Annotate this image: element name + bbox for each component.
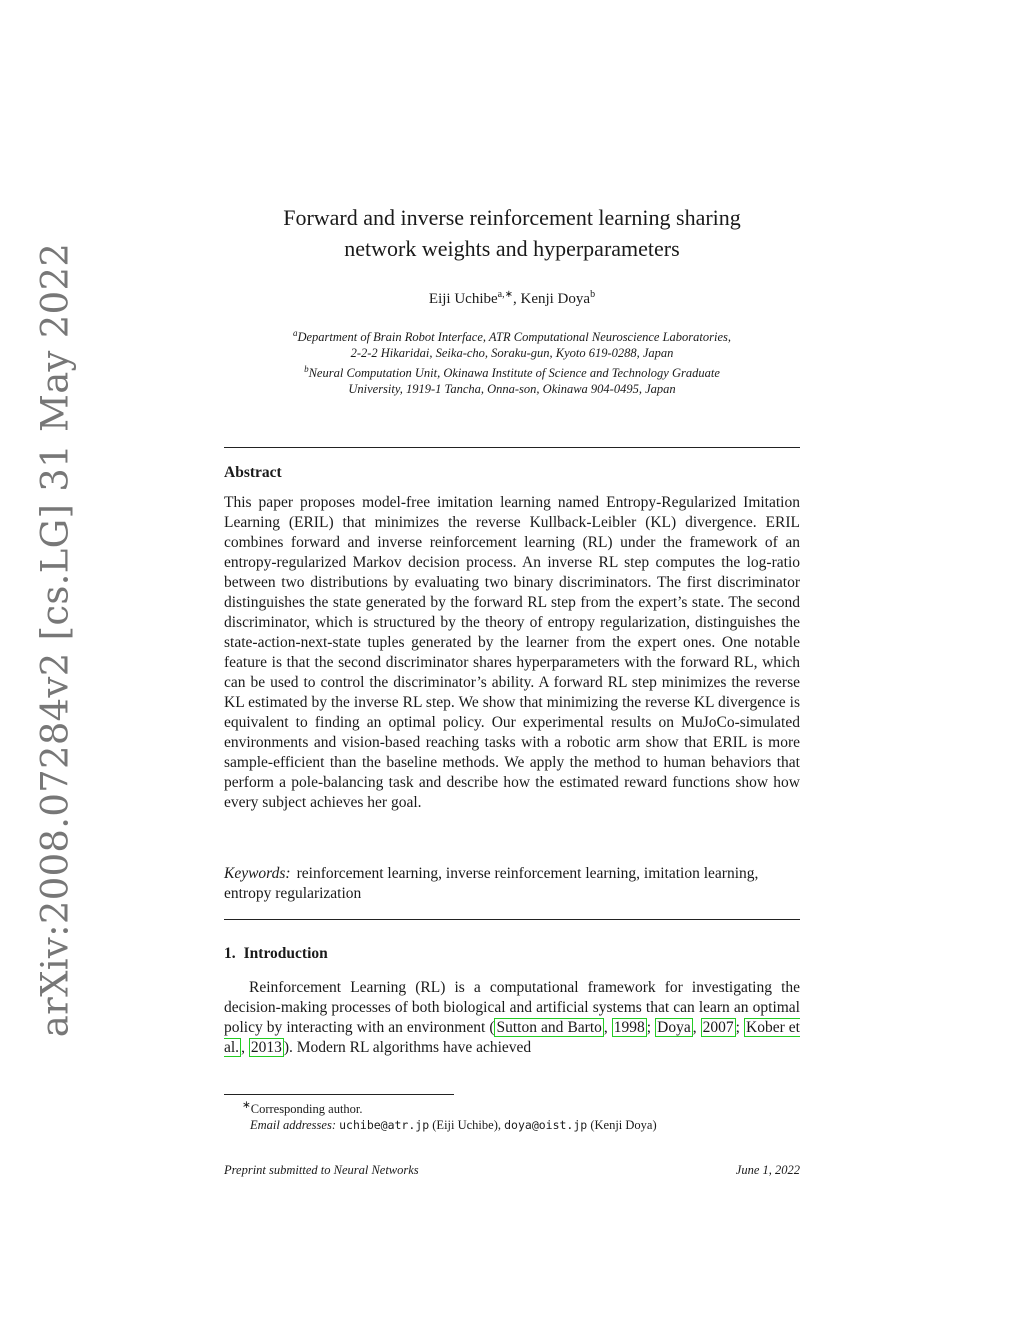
introduction-paragraph: Reinforcement Learning (RL) is a computational framework for investigating the decision-making processes of both biological and artificial systems that can learn an optimal policy by interacting with an environment ( Sutton and Barto , 1998 ; Doya , 2007 ; Kober et al. , 2013 ). Modern RL algorithms have achieved bbox=[224, 979, 800, 1056]
abstract-text: This paper proposes model-free imitation learning named Entropy-Regularized Imitation Learning (ERIL) that minimizes the reverse Kullback-Leibler (KL) divergence. ERIL combines forward and inverse reinforcement learning (RL) under the framework of an entropy-regularized Markov decision process. An inverse RL step computes the log-ratio between two distributions by evaluating two binary discriminators. The first discriminator distinguishes the state generated by the forward RL step from the expert’s state. The second discriminator, which is structured by the theory of entropy regularization, distinguishes the state-action-next-state tuples generated by the learner from the expert ones. One notable feature is that the second discriminator shares hyperparameters with the forward RL, which can be used to control the discriminator’s ability. A forward RL step minimizes the reverse KL estimated by the inverse RL step. We show that minimizing the reverse KL divergence is equivalent to finding an optimal policy. Our experimental results on MuJoCo-simulated environments and vision-based reaching tasks with a robotic arm show that ERIL is more sample-efficient than the baseline methods. We apply the method to human behaviors that perform a pole-balancing task and describe how the estimated reward functions show how every subject achieves her goal. bbox=[224, 494, 800, 811]
affiliation-a-address: 2-2-2 Hikaridai, Seika-cho, Soraku-gun, Kyoto 619-0288, Japan bbox=[350, 346, 674, 361]
citation-link[interactable]: 2007 bbox=[702, 1019, 734, 1036]
footer-date: June 1, 2022 bbox=[735, 1163, 800, 1177]
affiliation-mark: b bbox=[304, 364, 309, 375]
section-heading-introduction bbox=[224, 945, 328, 963]
arxiv-identifier: arXiv:2008.07284v2 [cs.LG] 31 May 2022 bbox=[33, 242, 77, 1038]
affiliation-mark: a bbox=[292, 328, 298, 338]
page-footer bbox=[224, 1163, 800, 1178]
title-line-1: Forward and inverse reinforcement learning sharing bbox=[283, 205, 741, 230]
citation-link[interactable]: 1998 bbox=[613, 1019, 645, 1036]
footnote-emails: Email addresses: uchibe@atr.jp (Eiji Uchibe), doya@oist.jp (Kenji Doya) bbox=[250, 1118, 657, 1133]
author-affiliation-mark: b bbox=[590, 289, 596, 300]
footnote-mark: ∗ bbox=[242, 1100, 251, 1111]
affiliation-a: $^a$Department of Brain Robot Interface, ATR Computational Neuroscience Laboratories, bbox=[292, 328, 732, 345]
paper-title bbox=[224, 202, 800, 264]
author-separator: , bbox=[512, 291, 521, 307]
keywords-text: reinforcement learning, inverse reinforcement learning, imitation learning, entropy regularization bbox=[224, 865, 759, 902]
footnote bbox=[224, 1098, 800, 1133]
abstract-heading: Abstract bbox=[224, 464, 282, 481]
title-line-2: network weights and hyperparameters bbox=[344, 236, 680, 261]
section-number: 1. bbox=[224, 945, 236, 962]
affiliations bbox=[224, 325, 800, 397]
author-affiliation-mark: a,∗ bbox=[497, 289, 513, 300]
keywords bbox=[224, 864, 800, 904]
abstract-bottom-rule bbox=[224, 919, 800, 920]
affiliation-b: $^b$Neural Computation Unit, Okinawa Institute of Science and Technology Graduate bbox=[304, 364, 720, 381]
footer-preprint-note: Preprint submitted to Neural Networks bbox=[224, 1163, 419, 1177]
email-label: Email addresses: bbox=[250, 1118, 336, 1133]
author-name: Eiji Uchibe bbox=[428, 291, 498, 307]
footnote-rule bbox=[224, 1094, 454, 1095]
footnote-corresponding: ∗Corresponding author. bbox=[242, 1100, 363, 1117]
email-address[interactable]: uchibe@atr.jp bbox=[339, 1118, 430, 1133]
citation-link[interactable]: Doya bbox=[657, 1019, 691, 1036]
author-list bbox=[224, 289, 800, 308]
email-address[interactable]: doya@oist.jp bbox=[504, 1118, 588, 1133]
citation-link[interactable]: 2013 bbox=[250, 1039, 282, 1056]
affiliation-b-address: University, 1919-1 Tancha, Onna-son, Okinawa 904-0495, Japan bbox=[348, 382, 676, 397]
author-name: Kenji Doya bbox=[520, 291, 591, 307]
citation-link[interactable]: Sutton and Barto bbox=[496, 1019, 602, 1036]
citation-link[interactable]: Kober et al. bbox=[224, 1019, 800, 1056]
keywords-label: Keywords: bbox=[224, 865, 291, 882]
abstract-top-rule bbox=[224, 447, 800, 448]
section-title: Introduction bbox=[243, 945, 328, 962]
